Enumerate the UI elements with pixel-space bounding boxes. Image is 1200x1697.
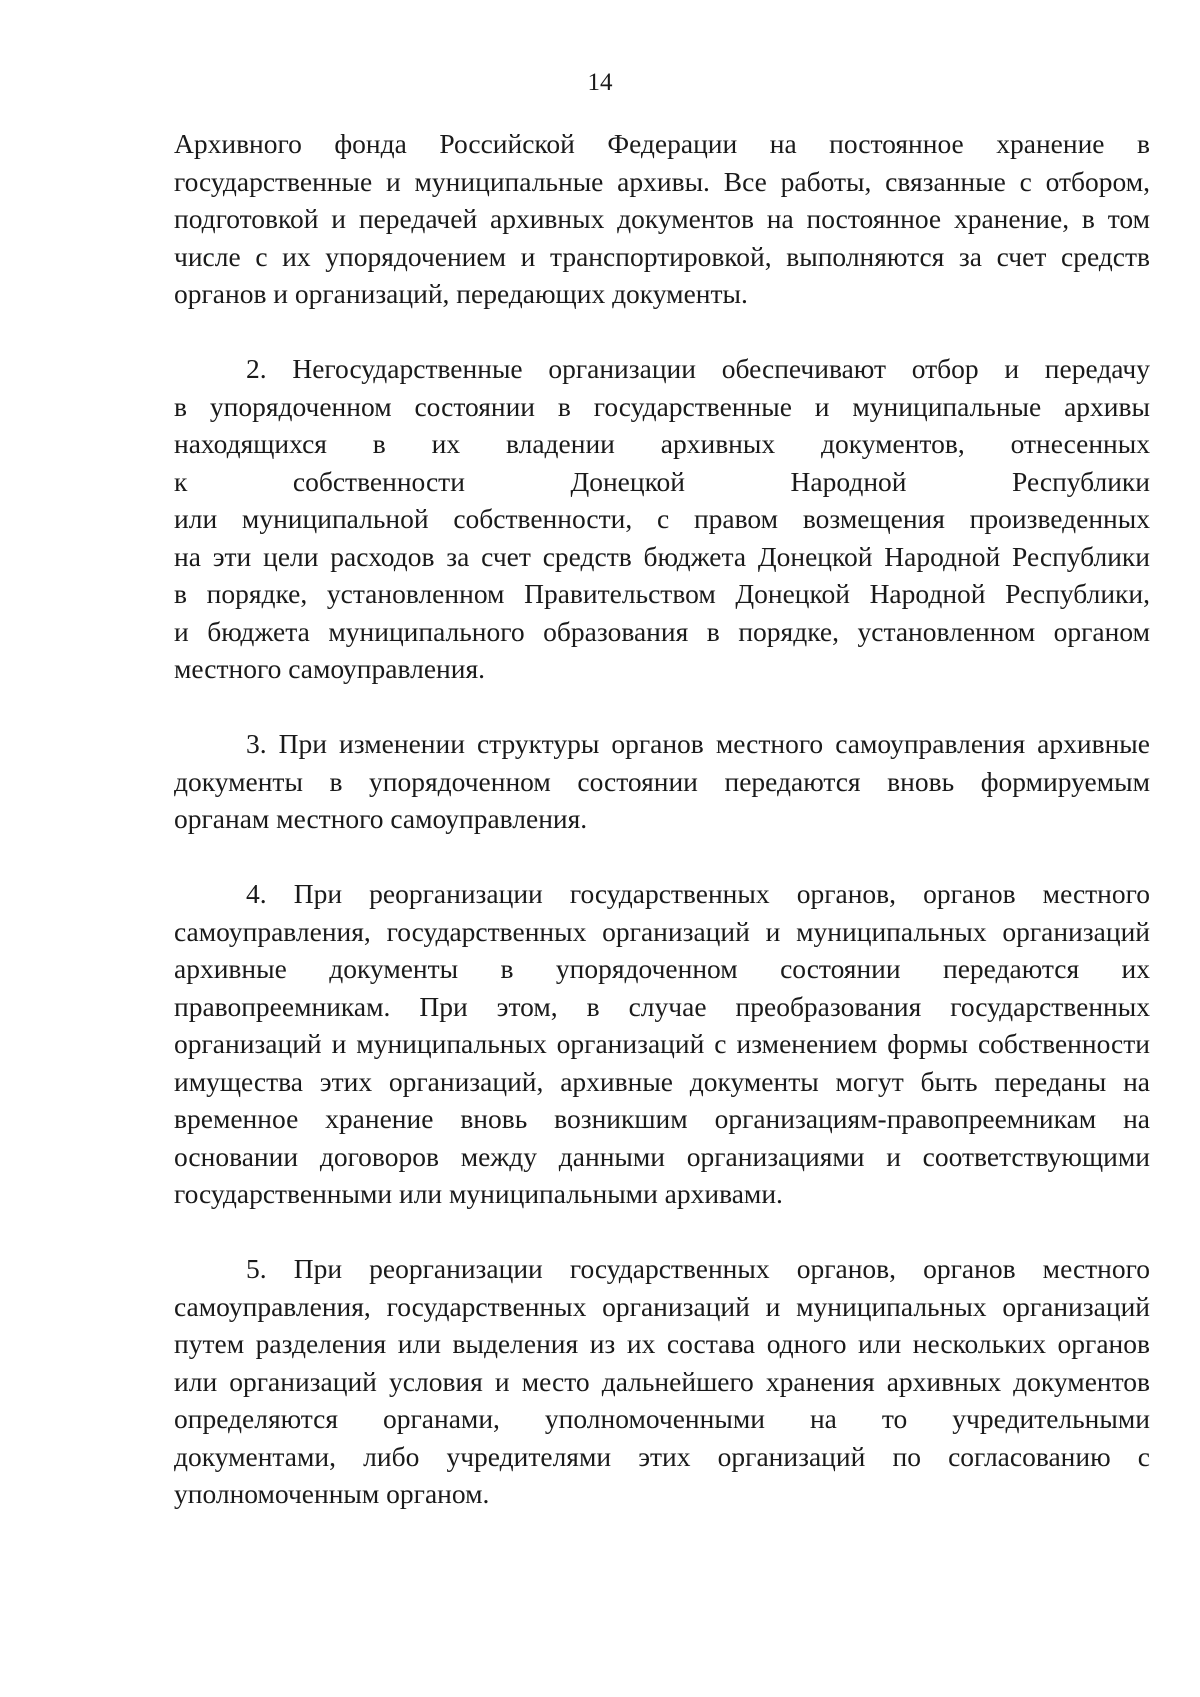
text-line: 4. При реорганизации государственных органов, органов местного: [246, 878, 1150, 909]
text-line: в порядке, установленном Правительством Донецкой Народной Республики,: [174, 578, 1150, 609]
text-line: правопреемникам. При этом, в случае преобразования государственных: [174, 990, 1150, 1022]
paragraph-item-4: [174, 875, 1150, 1213]
text-line: временное хранение вновь возникшим организациям-правопреемникам на: [174, 1103, 1150, 1134]
text-line: документами, либо учредителями этих организаций по согласованию с: [174, 1440, 1150, 1472]
text-line: путем разделения или выделения из их состава одного или нескольких органов: [174, 1328, 1150, 1359]
text-line: архивные документы в упорядоченном состоянии передаются их: [174, 953, 1150, 984]
page-number: 14: [587, 69, 613, 96]
paragraph-item-5: [174, 1250, 1150, 1513]
text-line: в упорядоченном состоянии в государственные и муниципальные архивы: [174, 390, 1150, 422]
text-line: органам местного самоуправления.: [174, 803, 588, 834]
text-line: 3. При изменении структуры органов местного самоуправления архивные: [246, 728, 1150, 759]
text-line: основании договоров между данными организациями и соответствующими: [174, 1140, 1150, 1172]
text-line: или муниципальной собственности, с правом возмещения произведенных: [174, 503, 1150, 534]
text-line: государственные и муниципальные архивы. Все работы, связанные с отбором,: [174, 165, 1150, 197]
text-line: Архивного фонда Российской Федерации на постоянное хранение в: [174, 128, 1150, 159]
text-line: имущества этих организаций, архивные документы могут быть переданы на: [174, 1065, 1150, 1097]
text-line: находящихся в их владении архивных документов, отнесенных: [174, 428, 1150, 459]
text-line: подготовкой и передачей архивных документов на постоянное хранение, в том: [174, 203, 1150, 234]
paragraph-item-2: [174, 350, 1150, 688]
text-line: государственными или муниципальными архивами.: [174, 1178, 783, 1209]
text-line: 5. При реорганизации государственных органов, органов местного: [246, 1253, 1150, 1284]
text-line: организаций и муниципальных организаций с изменением формы собственности: [174, 1028, 1150, 1059]
document-body: [174, 125, 1150, 1513]
paragraph-item-3: [174, 725, 1150, 838]
text-line: на эти цели расходов за счет средств бюджета Донецкой Народной Республики: [174, 540, 1150, 572]
text-line: местного самоуправления.: [174, 653, 485, 684]
text-line: органов и организаций, передающих документы.: [174, 278, 748, 309]
text-line: 2. Негосударственные организации обеспечивают отбор и передачу: [246, 353, 1150, 384]
text-line: самоуправления, государственных организаций и муниципальных организаций: [174, 915, 1150, 947]
text-line: уполномоченным органом.: [174, 1478, 490, 1509]
text-line: документы в упорядоченном состоянии передаются вновь формируемым: [174, 765, 1150, 797]
text-line: определяются органами, уполномоченными на то учредительными: [174, 1403, 1150, 1434]
text-line: к собственности Донецкой Народной Республики: [174, 465, 1150, 497]
paragraph-continuation: [174, 125, 1150, 313]
text-line: числе с их упорядочением и транспортировкой, выполняются за счет средств: [174, 240, 1150, 272]
text-line: и бюджета муниципального образования в порядке, установленном органом: [174, 615, 1150, 647]
text-line: самоуправления, государственных организаций и муниципальных организаций: [174, 1290, 1150, 1322]
text-line: или организаций условия и место дальнейшего хранения архивных документов: [174, 1365, 1150, 1397]
